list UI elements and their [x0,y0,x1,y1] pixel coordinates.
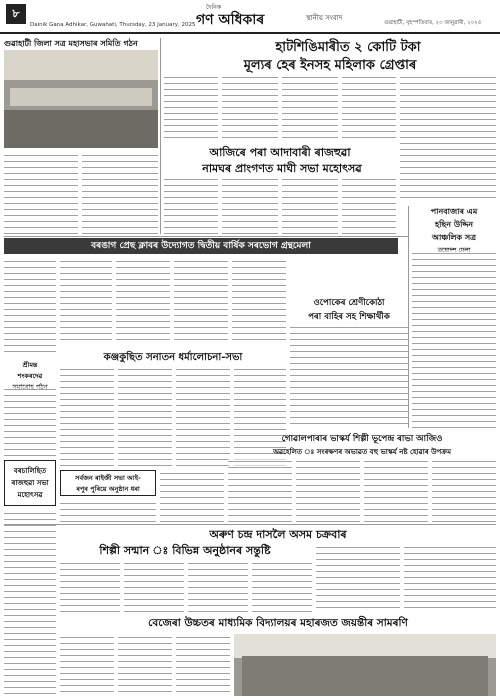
story2-body-b [222,74,278,140]
story9-body-d [432,458,496,522]
story3-headline-a: আজিৰে পৰা আদাবাৰী ৰাজহুৱা [209,146,351,159]
story12-body-a [60,560,120,612]
story1-body-a [4,152,78,234]
story1-headline: গুৱাহাটী জিলা সত্ৰ মহাসভাৰ সমিতি গঠন [4,39,138,48]
story3-body-a [164,176,218,234]
story8-body-c [176,366,230,466]
column-rule [160,38,161,234]
story11-body [60,500,156,522]
story3-body-d [342,176,396,234]
story12-body-d [252,560,312,612]
story3-body-b [222,176,278,234]
story9-body-c [364,458,428,522]
story7-headline-b: শংকৰদেৱ [17,372,43,380]
story3-headline-b: নামঘৰ প্ৰাংগণত মাঘী সভা মহোৎসৱ [202,162,362,175]
story8-body-b [118,366,172,466]
story13-headline: বেজেৰা উচ্চতৰ মাধ্যমিক বিদ্যালয়ৰ মহাৰজত জয়ন্তীৰ সামৰণি [148,617,408,629]
story9-subheadline: অৱহেলিত ঃ সংৰক্ষণৰ অভাৱত বহু ভাস্কৰ্য নষ্ট হোৱাৰ উপক্ৰম [272,448,452,456]
story8-headline: কঞ্জকুছিত সনাতন ধৰ্মালোচনা-সভা [103,352,243,363]
story9-body-b [296,458,360,522]
story1-body-b [82,152,158,234]
story10-headline [4,460,56,506]
story5-body-b [60,258,112,342]
story12-headline-b: শিল্পী সন্মান ঃ বিভিন্ন অনুষ্ঠানৰ সন্তুষ্টি [99,544,271,557]
story9-body-a [228,458,292,522]
story11-subheadline: ৰপুৰ পুৰিয়ে অনুষ্ঠান ধৰা [76,485,140,493]
story7-headline-a: শ্ৰীমন্ত [22,361,38,369]
story2-body-c [282,74,338,140]
story9-headline: গোৱালপাৰাৰ ভাস্কৰ্য শিল্পী ভূপেন্দ্ৰ ৰাভা আজিও [281,434,443,444]
story6-body [290,324,408,428]
page-number: ৮ [6,4,26,24]
section-title: স্থানীয় সংবাদ [306,14,343,22]
story4-body [412,250,496,428]
story4-headline-a: পানবাজাৰ এম [430,207,478,216]
story2-body-a [164,74,218,140]
story12-body-e [316,544,400,612]
story5-banner: বৰঙাগ প্ৰেছ ক্লাবৰ উদ্যোগত দ্বিতীয় বাৰ্ষিক সৰভোগ গ্ৰন্থমেলা [4,238,398,254]
story4-headline [412,206,496,256]
story12-body-f [404,544,496,612]
story6-headline-b: পৰা বাহিৰ সহ শিক্ষাৰ্থীক [308,312,390,322]
story1-photo [4,50,158,148]
story2-body-e [400,74,496,202]
story2-headline-a: হাটশিঙিমাৰীত ২ কোটি টকা [275,40,421,55]
story10-headline-a: বৰচালিছিত [13,467,47,475]
story5-body-e [232,258,286,342]
story2-headline-b: মূল্যৰ হেৰ ইনসহ মহিলাক গ্ৰেপ্তাৰ [243,58,417,73]
story4-headline-b: হছিন উদ্দিন [434,220,474,229]
story13-body-a [60,634,114,696]
row-rule [4,236,408,237]
story5-body-d [174,258,228,342]
story13-photo [234,634,496,696]
story11-headline-a: সৰ্বজন ৰাইজী সভা আই- [75,474,141,482]
brand-logo [196,8,264,32]
row-rule [4,524,496,525]
story7-body [4,386,56,456]
story12-headline-a: অৰুণ চন্দ্ৰ দাসলৈ অসম চক্ৰবাৰ [209,528,347,541]
column-rule [408,206,409,428]
story13-body-c [176,634,230,696]
story10-headline-c: মহোৎসৱ [17,491,43,499]
dateline: গুৱাহাটী, বৃহস্পতিবাৰ, ২৩ জানুৱাৰী, ২০২৫ [384,20,482,26]
story8-body-a [60,366,114,466]
story5-body-c [116,258,170,342]
story5-body-a [4,258,56,354]
story12-body-b [124,560,184,612]
brand-name: গণ অধিকাৰ [196,12,265,28]
story11-headline [60,470,156,496]
story10-headline-b: ৰাজহুৱা সভা [11,479,49,487]
story12-body-c [188,560,248,612]
story6-headline-a: ওপোকেৰ শ্ৰেণীকোঠা [313,298,385,308]
brand-top-label: দৈনিক [206,4,222,11]
story3-body-c [282,176,338,234]
story13-body-b [118,634,172,696]
story10-body [4,510,56,696]
paper-info: Dainik Gana Adhikar, Guwahati, Thursday, 23 January, 2025 [30,22,196,28]
story4-headline-c: আঞ্চলিক সত্ৰ [431,233,477,242]
story2-body-d [342,74,396,140]
story11-body-b [160,470,224,522]
